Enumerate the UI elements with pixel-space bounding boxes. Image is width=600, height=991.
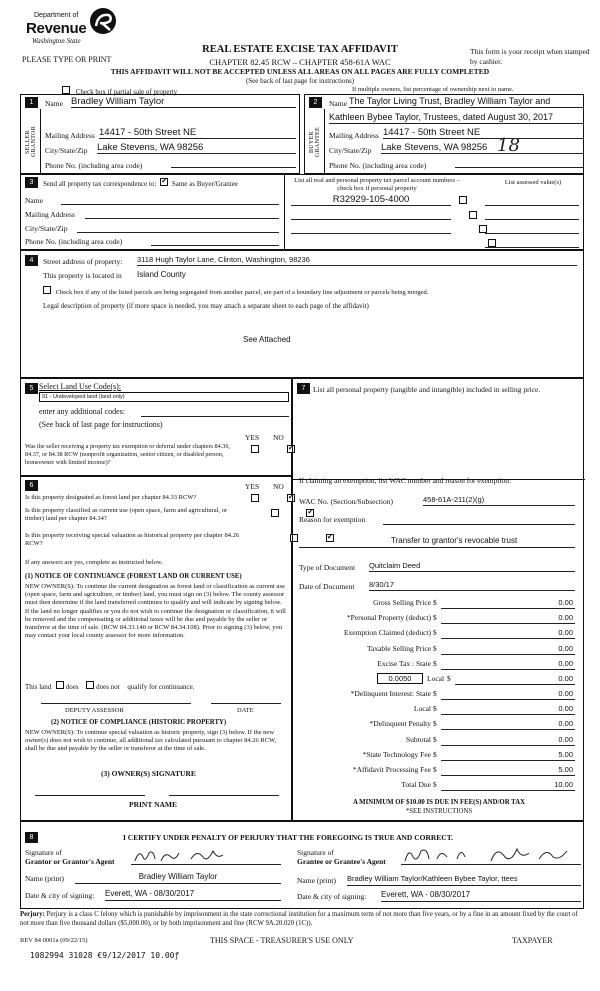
processing-fee-line — [441, 775, 575, 776]
taxable-value[interactable]: 0.00 — [558, 644, 573, 653]
grantee-sig-label-1: Signature of — [297, 848, 334, 857]
interest-local-value[interactable]: 0.00 — [558, 704, 573, 713]
dollar-sign: $ — [433, 644, 437, 653]
excise-local-line — [455, 684, 575, 685]
s3-mailing-label: Mailing Address — [25, 210, 75, 219]
form-see-back: (See back of last page for instructions) — [245, 77, 355, 85]
section-seller — [20, 94, 300, 174]
section-6-number: 6 — [25, 480, 38, 491]
dollar-sign: $ — [433, 735, 437, 744]
buyer-mailing-field[interactable]: 14417 - 50th Street NE — [383, 127, 583, 139]
taxable-line — [441, 654, 575, 655]
personal-deduct-value[interactable]: 0.00 — [558, 613, 573, 622]
reason-field[interactable]: Transfer to grantor's revocable trust — [391, 536, 518, 545]
amount-row-gross — [293, 598, 585, 611]
additional-codes-label: enter any additional codes: — [39, 407, 125, 416]
forest-question: Is this property designated as forest land per chapter 84.33 RCW? — [25, 494, 197, 501]
parcel-personal-checkbox-2[interactable] — [469, 211, 477, 219]
wac-field[interactable]: 458-61A-211(2)(g) — [423, 495, 575, 506]
amount-row-excise-state — [293, 659, 585, 672]
assessed-header: List assessed value(s) — [504, 179, 562, 186]
dollar-sign: $ — [433, 689, 437, 698]
s6-yes-header: YES — [245, 482, 260, 491]
excise-state-line — [441, 669, 575, 670]
perjury-label: Perjury: — [20, 911, 45, 918]
parcel-header: List all real and personal property tax parcel account numbers – check box if personal property — [294, 177, 460, 192]
section-5-number: 5 — [25, 383, 38, 394]
same-as-buyer-checkbox[interactable] — [160, 178, 168, 186]
section-2-number: 2 — [309, 97, 322, 108]
buyer-phone-label: Phone No. (including area code) — [329, 161, 427, 170]
taxable-label: Taxable Selling Price — [366, 644, 431, 653]
gross-label: Gross Selling Price — [373, 598, 431, 607]
assessed-field-3[interactable] — [485, 233, 579, 234]
total-due-line — [441, 790, 575, 791]
perjury-notice — [20, 911, 584, 928]
gross-value[interactable]: 0.00 — [558, 598, 573, 607]
revision-code: REV 84 0001a (09/22/15) — [20, 937, 88, 944]
total-due-value[interactable]: 10.00 — [554, 780, 573, 789]
section-7 — [292, 378, 584, 821]
land-does-checkbox[interactable] — [56, 681, 64, 689]
section-8-number: 8 — [25, 832, 38, 843]
doc-date-label: Date of Document — [299, 582, 355, 591]
amount-row-excise-local — [293, 673, 585, 686]
cashier-stamp: 1082994 31028 €9/12/2017 10.00ƒ — [30, 951, 180, 960]
s3-phone-field[interactable] — [151, 245, 279, 246]
forest-yes-checkbox[interactable] — [251, 494, 259, 502]
amount-row-total — [293, 780, 585, 793]
notice-continuance-text: NEW OWNER(S): To continue the current designation as forest land or classification as current use (open space, farm and agriculture, or timber) land, you must sign on (3) below. The county assessor must then determine if the land transferred continues to qualify and will indicate by signing below. If the land no longer qualifies or you do not wish to continue the designation or classification, it will be removed and the compensating or additional taxes will be due and payable by the seller or transferor at the time of sale. (RCW 84.33.140 or RCW 84.34.108). Prior to signing (3) below, you may contact your local county assessor for more information. — [25, 583, 286, 640]
parcel-personal-checkbox-1[interactable] — [459, 196, 467, 204]
amount-row-processing-fee — [293, 765, 585, 778]
this-land-row — [25, 681, 194, 691]
parcel-field[interactable]: R32929-105-4000 — [291, 194, 451, 206]
section-3 — [20, 174, 584, 250]
seller-mailing-label: Mailing Address — [45, 131, 95, 140]
s3-city-label: City/State/Zip — [25, 224, 68, 233]
amount-row-interest-local — [293, 704, 585, 717]
amount-row-penalty — [293, 719, 585, 732]
grantor-name-field[interactable]: Bradley William Taylor — [75, 872, 281, 884]
section-6 — [20, 476, 292, 821]
parcel-personal-checkbox-3[interactable] — [479, 225, 487, 233]
dollar-sign: $ — [433, 719, 437, 728]
doc-date-field[interactable]: 8/30/17 — [369, 580, 575, 591]
section-3-number: 3 — [25, 177, 38, 188]
segregated-checkbox[interactable] — [43, 286, 51, 294]
land-use-select[interactable]: 91 - Undeveloped land (land only) — [39, 392, 289, 402]
buyer-handwritten-mark: 18 — [497, 135, 520, 156]
buyer-name-field-1[interactable]: The Taylor Living Trust, Bradley William Taylor and — [349, 96, 583, 108]
subtotal-value[interactable]: 0.00 — [558, 735, 573, 744]
section-4 — [20, 250, 584, 378]
reason-line-1[interactable] — [383, 524, 575, 525]
dollar-sign: $ — [433, 598, 437, 607]
s3-name-label: Name — [25, 196, 43, 205]
section-5 — [20, 378, 292, 476]
grantee-signature-icon — [401, 845, 581, 865]
minimum-note: A MINIMUM OF $10.00 IS DUE IN FEE(S) AND/OR TAX — [352, 799, 526, 806]
agency-name: Revenue — [26, 20, 87, 37]
interest-state-label: *Delinquent Interest: State — [350, 689, 431, 698]
receipt-note: This form is your receipt when stamped by cashier. — [470, 47, 590, 66]
dollar-sign: $ — [433, 765, 437, 774]
legal-label: Legal description of property (if more space is needed, you may attach a separate sheet to each page of the affidavit) — [43, 302, 369, 310]
perjury-text: Perjury is a class C felony which is punishable by imprisonment in the state correctional institution for a maximum term of not more than five years, or by a fine in an amount fixed by the court of not more than five thousand dollars ($5,000.00), or by both imprisonment and fine (RCW 9A.20.020 (1C)). — [20, 911, 578, 927]
local-rate-box[interactable]: 0.0050 — [377, 673, 423, 684]
dollar-sign: $ — [433, 659, 437, 668]
owner-sig-line-1[interactable] — [35, 795, 145, 796]
dor-seal-icon — [88, 6, 118, 36]
buyer-phone-field[interactable] — [455, 167, 583, 168]
deputy-line[interactable] — [41, 703, 191, 704]
amount-row-subtotal — [293, 735, 585, 748]
deputy-date-line[interactable] — [211, 703, 281, 704]
buyer-city-label: City/State/Zip — [329, 146, 372, 155]
partial-sale-label: Check box if partial sale of property — [75, 88, 178, 96]
certify-statement: I CERTIFY UNDER PENALTY OF PERJURY THAT THE FOREGOING IS TRUE AND CORRECT. — [123, 833, 454, 842]
s3-name-field[interactable] — [61, 204, 279, 205]
grantor-signature[interactable] — [131, 847, 281, 865]
notice-compliance-text: NEW OWNER(S): To continue special valuation as historic property, sign (3) below. If the new owner(s) does not wish to continue, all additional tax calculated pursuant to chapter 84.26 RCW, shall be due and payable by the seller or transferor at the time of sale. — [25, 729, 277, 753]
doc-type-label: Type of Document — [299, 563, 356, 572]
segregated-row — [43, 286, 428, 296]
wac-label: WAC No. (Section/Subsection) — [299, 497, 393, 506]
assessed-field-4[interactable] — [485, 247, 579, 248]
owner-signature-label: (3) OWNER(S) SIGNATURE — [101, 769, 196, 778]
qualify-label: qualify for continuance. — [127, 683, 195, 691]
additional-codes-field[interactable] — [141, 416, 289, 417]
grantor-signature-icon — [131, 847, 281, 865]
grantee-signature[interactable] — [401, 845, 581, 865]
exemption-claimed-label: Exemption Claimed (deduct) — [343, 628, 431, 637]
grantee-sig-label-2: Grantee or Grantee's Agent — [297, 857, 386, 866]
interest-state-value[interactable]: 0.00 — [558, 689, 573, 698]
parcel-personal-checkbox-4[interactable] — [488, 239, 496, 247]
parcel-divider — [284, 175, 285, 251]
buyer-side-box — [305, 109, 325, 173]
this-land-label: This land — [25, 683, 52, 691]
dollar-sign: $ — [433, 613, 437, 622]
legal-value[interactable]: See Attached — [243, 335, 291, 344]
print-note: PLEASE TYPE OR PRINT — [22, 55, 112, 64]
s5-yes-header: YES — [245, 433, 260, 442]
personal-deduct-label: *Personal Property (deduct) — [346, 613, 431, 622]
dollar-sign: $ — [433, 780, 437, 789]
street-label: Street address of property: — [43, 257, 123, 266]
exemption-label: If claiming an exemption, list WAC number and reason for exemption: — [299, 476, 512, 485]
dollar-sign: $ — [447, 674, 451, 683]
street-field[interactable]: 3118 Hugh Taylor Lane, Clinton, Washington, 98236 — [137, 255, 577, 266]
seller-name-field[interactable]: Bradley William Taylor — [71, 96, 296, 108]
grantee-date-label: Date & city of signing: — [297, 892, 367, 901]
excise-local-value[interactable]: 0.00 — [558, 674, 573, 683]
section-1-number: 1 — [25, 97, 38, 108]
form-chapter: CHAPTER 82.45 RCW – CHAPTER 458-61A WAC — [209, 57, 391, 67]
amount-row-personal — [293, 613, 585, 626]
dollar-sign: $ — [433, 704, 437, 713]
dollar-sign: $ — [433, 628, 437, 637]
penalty-line — [441, 729, 575, 730]
land-does-label: does — [65, 683, 79, 691]
interest-state-line — [441, 699, 575, 700]
processing-fee-label: *Affidavit Processing Fee — [352, 765, 431, 774]
if-yes-note: If any answers are yes, complete as instructed below. — [25, 559, 163, 566]
s6-no-header: NO — [273, 482, 284, 491]
seller-phone-label: Phone No. (including area code) — [45, 161, 143, 170]
dept-line: Department of — [34, 12, 79, 19]
tech-fee-value[interactable]: 5.00 — [558, 750, 573, 759]
form-title: REAL ESTATE EXCISE TAX AFFIDAVIT — [202, 44, 398, 55]
historic-question: Is this property receiving special valuation as historical property per chapter 84.26 RCW? — [25, 532, 240, 547]
tech-fee-label: *State Technology Fee — [362, 750, 431, 759]
exemption-question: Was the seller receiving a property tax exemption or deferral under chapters 84.36, 84.37, or 84.38 RCW (nonprofit organization, senior citizen, or disabled person, homeowner with limited income)? — [25, 443, 230, 466]
grantor-name-label: Name (print) — [25, 874, 64, 883]
current-use-question: Is this property classified as current use (open space, farm and agricultural, or timber) land per chapter 84.34? — [25, 507, 228, 522]
exemption-claimed-value[interactable]: 0.00 — [558, 628, 573, 637]
exemption-yes-checkbox[interactable] — [251, 445, 259, 453]
amount-row-tech-fee — [293, 750, 585, 763]
seller-side-box — [21, 109, 41, 173]
interest-local-label: Local — [413, 704, 431, 713]
current-use-yes-checkbox[interactable] — [271, 509, 279, 517]
tech-fee-line — [441, 760, 575, 761]
amount-row-interest-state — [293, 689, 585, 702]
reason-line-2[interactable] — [299, 547, 575, 548]
interest-local-line — [441, 714, 575, 715]
deputy-label: DEPUTY ASSESSOR — [65, 707, 124, 714]
grantor-date-label: Date & city of signing: — [25, 891, 95, 900]
subtotal-line — [441, 745, 575, 746]
seller-city-label: City/State/Zip — [45, 146, 88, 155]
total-due-label: Total Due — [401, 780, 431, 789]
excise-state-label: Excise Tax : State — [377, 659, 431, 668]
grantee-date-field[interactable]: Everett, WA - 08/30/2017 — [381, 890, 581, 902]
same-as-buyer-label: Same as Buyer/Grantee — [171, 180, 238, 188]
section-buyer — [304, 94, 584, 174]
land-does-not-label: does not — [96, 683, 120, 691]
amount-row-exemption — [293, 628, 585, 641]
see-instructions-note: *SEE INSTRUCTIONS — [405, 808, 473, 815]
seller-phone-field[interactable] — [171, 167, 296, 168]
local-rate-label: Local — [427, 674, 445, 683]
personal-deduct-line — [441, 623, 575, 624]
county-field[interactable]: Island County — [137, 270, 186, 279]
grantor-sig-label-2: Grantor or Grantor's Agent — [25, 857, 115, 866]
doc-type-field[interactable]: Quitclaim Deed — [369, 561, 575, 572]
assessed-field-2[interactable] — [485, 219, 579, 220]
s5-no-header: NO — [273, 433, 284, 442]
notice-continuance-title: (1) NOTICE OF CONTINUANCE (FOREST LAND OR CURRENT USE) — [25, 573, 242, 580]
print-name-label: PRINT NAME — [129, 800, 177, 809]
buyer-city-field[interactable]: Lake Stevens, WA 98256 — [381, 142, 583, 154]
notice-compliance-title: (2) NOTICE OF COMPLIANCE (HISTORIC PROPERTY) — [51, 719, 227, 726]
buyer-side-label: BUYER GRANTEE — [309, 126, 321, 158]
gross-line — [441, 608, 575, 609]
multiple-owners-note: If multiple owners, list percentage of ownership next to name. — [352, 86, 514, 93]
state-line: Washington State — [32, 37, 81, 45]
land-use-see-back: (See back of last page for instructions) — [39, 420, 163, 429]
located-label: This property is located in — [43, 271, 122, 280]
segregated-label: Check box if any of the listed parcels are being segregated from another parcel, are part of a boundary line adjustment or parcels being merged. — [55, 289, 429, 296]
send-correspondence-text: Send all property tax correspondence to: — [43, 180, 157, 188]
land-use-label: Select Land Use Code(s): — [39, 382, 121, 391]
deputy-date-label: DATE — [237, 707, 254, 714]
excise-state-value[interactable]: 0.00 — [558, 659, 573, 668]
grantee-name-label: Name (print) — [297, 876, 336, 885]
s3-phone-label: Phone No. (including area code) — [25, 237, 123, 246]
buyer-mailing-label: Mailing Address — [329, 131, 379, 140]
section-8 — [20, 821, 584, 909]
seller-city-field[interactable]: Lake Stevens, WA 98256 — [97, 142, 296, 154]
land-does-not-checkbox[interactable] — [86, 681, 94, 689]
seller-name-label: Name — [45, 99, 63, 108]
s3-mailing-field[interactable] — [85, 218, 279, 219]
buyer-name-label: Name — [329, 99, 347, 108]
section-4-number: 4 — [25, 255, 38, 266]
dollar-sign: $ — [433, 750, 437, 759]
amount-row-taxable — [293, 644, 585, 657]
owner-sig-line-2[interactable] — [169, 795, 279, 796]
parcel-field-2[interactable] — [291, 219, 451, 220]
subtotal-label: Subtotal — [405, 735, 431, 744]
penalty-value[interactable]: 0.00 — [558, 719, 573, 728]
grantor-date-field[interactable]: Everett, WA - 08/30/2017 — [105, 889, 281, 901]
processing-fee-value[interactable]: 5.00 — [558, 765, 573, 774]
form-warning: THIS AFFIDAVIT WILL NOT BE ACCEPTED UNLESS ALL AREAS ON ALL PAGES ARE FULLY COMPLETED — [110, 67, 490, 76]
exemption-claimed-line — [441, 638, 575, 639]
taxpayer-copy: TAXPAYER — [512, 936, 553, 945]
seller-mailing-field[interactable]: 14417 - 50th Street NE — [99, 127, 296, 139]
reason-label: Reason for exemption — [299, 515, 366, 524]
buyer-name-field-2[interactable]: Kathleen Bybee Taylor, Trustees, dated August 30, 2017 — [329, 112, 583, 124]
grantor-sig-label-1: Signature of — [25, 848, 62, 857]
grantee-name-field[interactable]: Bradley William Taylor/Kathleen Bybee Taylor, ttees — [347, 874, 581, 886]
parcel-field-3[interactable] — [291, 233, 451, 234]
assessed-field-1[interactable] — [485, 205, 579, 206]
seller-side-label: SELLER GRANTOR — [25, 126, 37, 158]
personal-property-label: List all personal property (tangible and intangible) included in selling price. — [313, 385, 541, 394]
dor-logo — [22, 6, 122, 48]
penalty-label: *Delinquent Penalty — [369, 719, 431, 728]
treasurer-use: THIS SPACE - TREASURER'S USE ONLY — [210, 936, 354, 945]
section-7-number: 7 — [297, 383, 310, 394]
partial-sale-checkbox[interactable] — [62, 86, 70, 94]
s3-city-field[interactable] — [77, 232, 279, 233]
send-correspondence-label — [43, 178, 238, 188]
